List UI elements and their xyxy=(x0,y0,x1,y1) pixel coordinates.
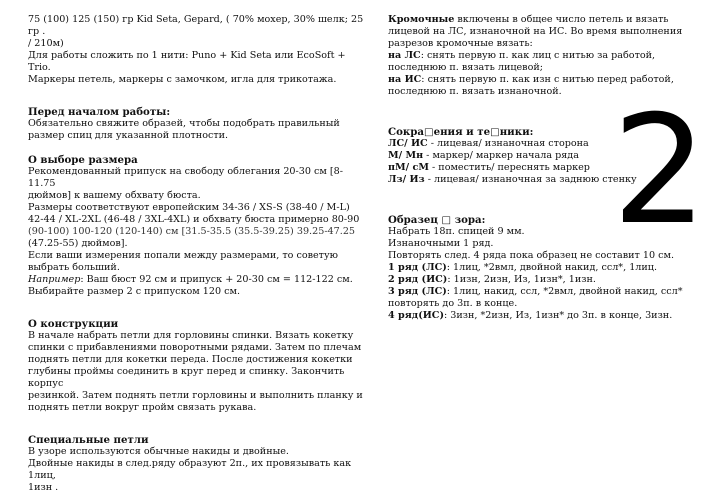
size-line: Размеры соответствуют европейским 34-36 / XS-S (38-40 / M-L) xyxy=(28,202,350,213)
row-label: 3 ряд (ЛС) xyxy=(388,286,447,297)
rs-text: : снять первую п. как лиц с нитью за работой, xyxy=(420,50,656,61)
size-line: дюймов] к вашему обхвату бюста. xyxy=(28,190,201,201)
row-label: 2 ряд (ИС) xyxy=(388,274,448,285)
abbreviation-desc: - лицевая/ изнаночная сторона xyxy=(427,138,589,149)
left-column xyxy=(28,14,368,494)
row-text: : 1изн, 2изн, Из, 1изн*, 1изн. xyxy=(447,274,596,285)
row-label: 4 ряд(ИС) xyxy=(388,310,444,321)
size-line: (90-100) 100-120 (120-140) см [31.5-35.5 (35.5-39.25) 39.25-47.25 xyxy=(28,226,356,237)
size-line: Если ваши измерения попали между размерами, то советую xyxy=(28,250,338,261)
intro-line: Маркеры петель, маркеры с замочком, игла для трикотажа. xyxy=(28,74,337,85)
before-start-heading: Перед началом работы: xyxy=(28,106,171,118)
ws-text: : снять первую п. как изн с нитью перед работой, xyxy=(421,74,674,85)
before-start-line: размер спиц для указанной плотности. xyxy=(28,130,229,141)
edge-stitches-label: Кромочные xyxy=(388,14,455,25)
example-text: : Ваш бюст 92 см и припуск + 20-30 см = 112-122 см. xyxy=(80,274,353,285)
pattern-intro-line: Набрать 18п. спицей 9 мм. xyxy=(388,226,525,237)
special-line: Двойные накиды в след.ряду образуют 2п., их провязывать как 1лиц, xyxy=(28,458,352,481)
abbreviation-term: Лз/ Из xyxy=(388,174,425,185)
construction-line: поднять петли вокруг пройм связать рукава. xyxy=(28,402,257,413)
construction-line: глубины проймы соединить в круг перед и спинку. Закончить корпус xyxy=(28,366,345,389)
intro-line: 75 (100) 125 (150) гр Kid Seta, Gepard, ( 70% мохер, 30% шелк; 25 гр . xyxy=(28,14,364,37)
construction-line: В начале набрать петли для горловины спинки. Вязать кокетку xyxy=(28,330,354,341)
pattern-row xyxy=(388,274,684,286)
special-line: В узоре используются обычные накиды и двойные. xyxy=(28,446,289,457)
pattern-row-continued: повторять до 3п. в конце. xyxy=(388,298,518,309)
rs-label: на ЛС xyxy=(388,50,421,61)
ws-edge-line-2: последнюю п. вязать изнаночной. xyxy=(388,86,562,97)
pattern-intro-line: Повторять след. 4 ряда пока образец не составит 10 см. xyxy=(388,250,675,261)
size-line: (47.25-55) дюймов]. xyxy=(28,238,128,249)
pattern-intro-line: Изнаночными 1 ряд. xyxy=(388,238,494,249)
abbreviation-term: ЛС/ ИС xyxy=(388,138,428,149)
intro-line: Для работы сложить по 1 нити: Puno + Kid Seta или EcoSoft + Trio. xyxy=(28,50,346,73)
choose-size-line: Выбирайте размер 2 с припуском 120 см. xyxy=(28,286,241,297)
before-start-line: Обязательно свяжите образей, чтобы подобрать правильный xyxy=(28,118,340,129)
construction-line: резинкой. Затем поднять петли горловины и выполнить планку и xyxy=(28,390,363,401)
intro-line: / 210м) xyxy=(28,38,64,49)
size-line: выбрать больший. xyxy=(28,262,120,273)
abbreviations-heading: Сокра□ения и те□ники: xyxy=(388,126,534,138)
example-line xyxy=(28,274,368,286)
rs-edge-line-2: последнюю п. вязать лицевой; xyxy=(388,62,543,73)
abbreviation-desc: - маркер/ маркер начала ряда xyxy=(423,150,579,161)
row-text: : 1лиц, накид, ссл, *2вмл, двойной накид, ссл* xyxy=(446,286,683,297)
page-number: 2 xyxy=(612,84,707,258)
abbreviation-desc: - лицевая/ изнаночная за заднюю стенку xyxy=(424,174,637,185)
abbreviation-desc: - поместить/ переснять маркер xyxy=(428,162,590,173)
construction-line: поднять петли для кокетки переда. После достижения кокетки xyxy=(28,354,353,365)
size-line: Рекомендованный припуск на свободу облегания 20-30 см [8-11.75 xyxy=(28,166,344,189)
pattern-row xyxy=(388,310,684,322)
special-line: 1изн . xyxy=(28,482,59,493)
edge-line: разрезов кромочные вязать: xyxy=(388,38,533,49)
example-label: Например xyxy=(28,274,81,285)
size-choice-heading: О выборе размера xyxy=(28,154,138,166)
pattern-row xyxy=(388,262,684,274)
row-label: 1 ряд (ЛС) xyxy=(388,262,447,273)
ws-label: на ИС xyxy=(388,74,422,85)
pattern-heading: Образец □ зора: xyxy=(388,214,486,226)
construction-heading: О конструкции xyxy=(28,318,119,330)
edge-stitches-line xyxy=(388,14,684,26)
special-stitches-heading: Специальные петли xyxy=(28,434,149,446)
row-text: : 1лиц, *2вмл, двойной накид, ссл*, 1лиц. xyxy=(446,262,658,273)
rs-edge-line xyxy=(388,50,684,62)
construction-line: спинки с прибавлениями поворотными рядами. Затем по плечам xyxy=(28,342,362,353)
abbreviation-term: М/ Мн xyxy=(388,150,424,161)
pattern-row xyxy=(388,286,684,298)
edge-stitches-text: включены в общее число петель и вязать xyxy=(454,14,669,25)
size-line: 42-44 / XL-2XL (46-48 / 3XL-4XL) и обхвату бюста примерно 80-90 xyxy=(28,214,360,225)
abbreviation-term: пМ/ сМ xyxy=(388,162,429,173)
row-text: : 3изн, *2изн, Из, 1изн* до 3п. в конце, 3изн. xyxy=(443,310,673,321)
edge-line: лицевой на ЛС, изнаночной на ИС. Во время выполнения xyxy=(388,26,683,37)
